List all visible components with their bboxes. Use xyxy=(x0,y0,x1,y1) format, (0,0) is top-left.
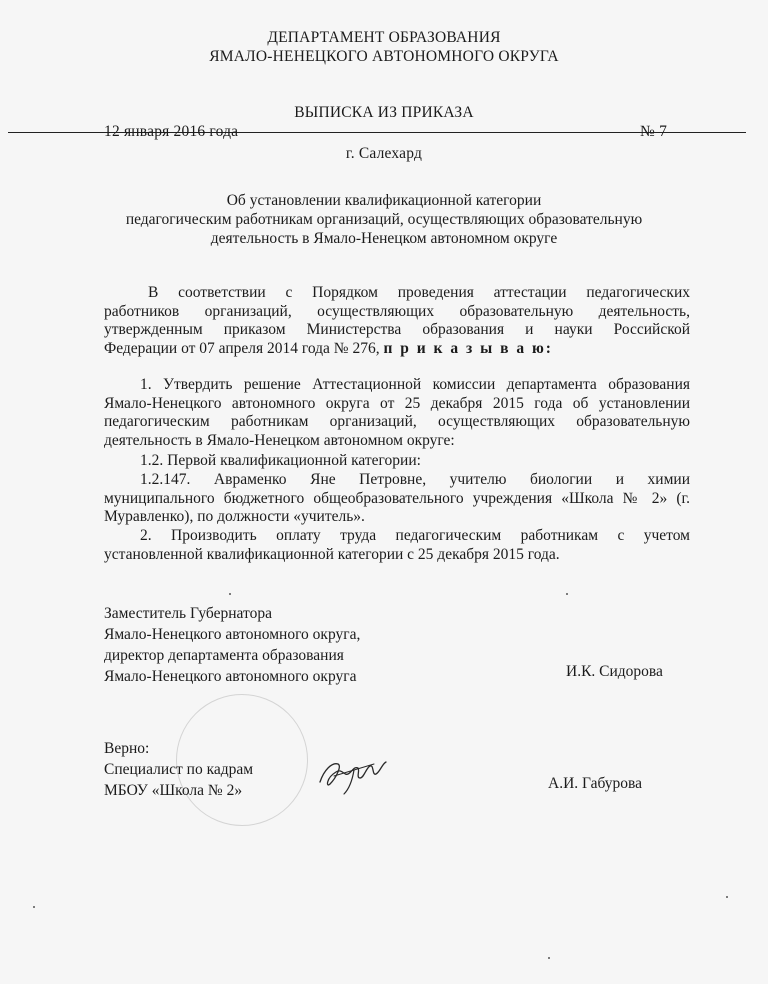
certified-block xyxy=(104,738,253,801)
item-1-2-147 xyxy=(104,471,690,527)
org-name-line1: ДЕПАРТАМЕНТ ОБРАЗОВАНИЯ xyxy=(267,29,501,46)
scan-speck xyxy=(566,593,568,595)
preamble-line4 xyxy=(104,340,690,359)
subject-line2: педагогическим работникам организаций, осуществляющих образовательную xyxy=(125,211,643,228)
subject-line3: деятельность в Ямало-Ненецком автономном округе xyxy=(210,230,558,247)
item-1-line1: 1. Утвердить решение Аттестационной комиссии департамента образования xyxy=(140,376,690,393)
item-1-2-147-line3: Муравленко), по должности «учитель». xyxy=(104,508,365,525)
document-type: ВЫПИСКА ИЗ ПРИКАЗА xyxy=(294,104,474,121)
order-word: п р и к а з ы в а ю: xyxy=(383,339,553,357)
signatory-block xyxy=(104,603,360,687)
signatory-line4: Ямало-Ненецкого автономного округа xyxy=(104,668,357,685)
signatory-line3: директор департамента образования xyxy=(104,647,344,664)
certifier-name: А.И. Габурова xyxy=(548,775,643,792)
preamble-line2: работников организаций, осуществляющих образовательную деятельность, xyxy=(104,302,690,320)
certified-line3: МБОУ «Школа № 2» xyxy=(104,782,243,799)
scan-speck xyxy=(548,957,550,959)
signatory-name: И.К. Сидорова xyxy=(566,663,663,680)
item-1-2-line: 1.2. Первой квалификационной категории: xyxy=(140,452,421,469)
item-1-line3: педагогическим работникам организаций, осуществляющих образовательную xyxy=(104,413,690,430)
org-name-line2: ЯМАЛО-НЕНЕЦКОГО АВТОНОМНОГО ОКРУГА xyxy=(209,48,559,65)
item-2-line2: установленной квалификационной категории с 25 декабря 2015 года. xyxy=(104,545,560,563)
item-1 xyxy=(104,376,690,450)
certified-line1: Верно: xyxy=(104,740,150,757)
signatory-line2: Ямало-Ненецкого автономного округа, xyxy=(104,626,361,643)
item-2 xyxy=(104,527,690,564)
item-2-line1: 2. Производить оплату труда педагогическим работникам с учетом xyxy=(140,527,690,544)
order-city: г. Салехард xyxy=(345,145,423,162)
order-date: 12 января 2016 года xyxy=(104,123,239,140)
preamble xyxy=(104,284,690,358)
item-1-line2: Ямало-Ненецкого автономного округа от 25 декабря 2015 года об установлении xyxy=(104,394,690,412)
preamble-line4-text: Федерации от 07 апреля 2014 года № 276, xyxy=(104,339,380,357)
item-1-2-147-line2: муниципального бюджетного общеобразовательного учреждения «Школа № 2» (г. xyxy=(104,489,690,507)
scan-speck xyxy=(726,896,728,898)
order-number: № 7 xyxy=(640,123,668,140)
scan-speck xyxy=(229,593,231,595)
preamble-line3: утвержденным приказом Министерства образования и науки Российской xyxy=(104,321,690,338)
certified-line2: Специалист по кадрам xyxy=(104,761,254,778)
signatory-line1: Заместитель Губернатора xyxy=(104,605,272,622)
subject-line1: Об установлении квалификационной категории xyxy=(226,192,542,209)
item-1-2 xyxy=(140,452,690,471)
handwritten-signature xyxy=(314,748,388,798)
item-1-2-147-line1: 1.2.147. Авраменко Яне Петровне, учителю биологии и химии xyxy=(140,471,690,488)
scan-speck xyxy=(33,906,35,908)
item-1-line4: деятельность в Ямало-Ненецком автономном округе: xyxy=(104,431,455,449)
preamble-line1: В соответствии с Порядком проведения аттестации педагогических xyxy=(148,284,690,301)
